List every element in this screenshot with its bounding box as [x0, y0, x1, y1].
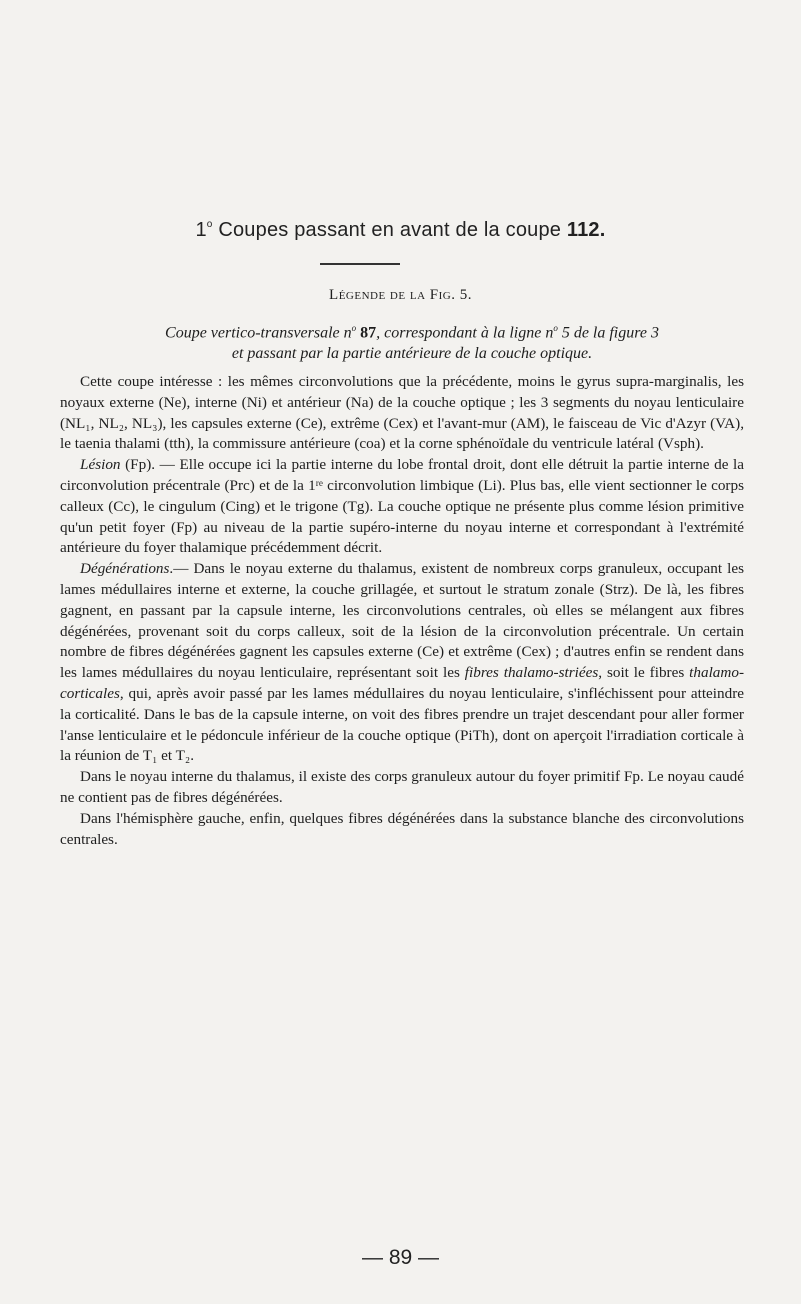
subtitle-number: 87: [360, 324, 377, 342]
subtitle-degree: o: [351, 323, 357, 333]
paragraph-degenerations: [60, 559, 744, 767]
degenerations-text: .— Dans le noyau externe du thalamus, existent de nombreux corps granuleux, occupant les lames médullaires interne et externe, la couche grillagée, et surtout le stratum zonale (Strz). De là, les fibres gagnent, en passant par la capsule interne, les circonvolutions centrales, où elles se mélangent aux fibres dégénérées, provenant soit du corps calleux, soit de la lésion de la circonvolution précentrale. Un certain nombre de fibres dégénérées gagnent les capsules externe (Ce) et extrême (Cex) ; d'autres enfin se rendent dans les lames médullaires du noyau lenticulaire, représentant soit les: [60, 560, 744, 682]
subtitle-degree: o: [553, 323, 558, 333]
heading-coupe-number: 112.: [566, 219, 606, 241]
paragraph-description: Cette coupe intéresse : les mêmes circonvolutions que la précédente, moins le gyrus supra-marginalis, les noyaux externe (Ne), interne (Ni) et antérieur (Na) de la couche optique ; les 3 segments du noyau lenticulaire (NL₁, NL₂, NL₃), les capsules externe (Ce), extrême (Cex) et l'avant-mur (AM), le faisceau de Vic d'Azyr (VA), le taenia thalami (tth), la commissure antérieure (coa) et la corne sphénoïdale du ventricule latéral (Vsph).: [60, 373, 744, 453]
heading-text: Coupes passant en avant de la coupe: [218, 219, 567, 241]
separator-rule: [320, 263, 400, 265]
subtitle-part: , correspondant à la ligne n: [376, 324, 554, 342]
page-number: — 89 —: [361, 1246, 440, 1269]
heading-number: 1: [195, 219, 207, 241]
heading-degree: o: [206, 219, 213, 230]
degenerations-text: , qui, après avoir passé par les lames médullaires du noyau lenticulaire, s'infléchissent pour atteindre la corticalité. Dans le bas de la capsule interne, on voit des fibres prendre un trajet descendant pour aller former l'anse lenticulaire et le pédoncule inférieur de la couche optique (PiTh), dont on aperçoit l'irradiation corticale à la réunion de T₁ et T₂.: [60, 684, 744, 765]
body-text: [60, 372, 744, 850]
lesion-text: (Fp). — Elle occupe ici la partie interne du lobe frontal droit, dont elle détruit la partie interne de la circonvolution précentrale (Prc) et de la 1ʳᵉ circonvolution limbique (Li). Plus bas, elle vient sectionner le corps calleux (Cc), le cingulum (Cing) et le trigone (Tg). La couche optique ne présente plus comme lésion primitive qu'un petit foyer (Fp) au niveau de la partie supéro-interne du noyau interne et correspondant à l'extrémité antérieure du foyer thalamique précédemment décrit.: [60, 456, 744, 557]
subtitle-part: Coupe vertico-transversale n: [165, 324, 352, 342]
degenerations-italic: thalamo-corticales: [60, 664, 745, 702]
figure-legend-title: Légende de la Fig. 5.: [329, 287, 472, 303]
paragraph-lesion: [60, 455, 744, 559]
paragraph-hemisphere: Dans l'hémisphère gauche, enfin, quelques fibres dégénérées dans la substance blanche des circonvolutions centrales.: [60, 809, 744, 848]
degenerations-text: , soit le fibres: [598, 664, 690, 682]
subtitle-line-2: et passant par la partie antérieure de la couche optique.: [231, 345, 593, 363]
section-heading: [0, 219, 801, 242]
degenerations-label: Dégénérations: [80, 560, 170, 578]
figure-subtitle: [62, 318, 762, 364]
paragraph-noyau-interne: Dans le noyau interne du thalamus, il existe des corps granuleux autour du foyer primitif Fp. Le noyau caudé ne contient pas de fibres dégénérées.: [60, 768, 744, 806]
degenerations-italic: fibres thalamo-striées: [464, 664, 599, 682]
subtitle-part: 5 de la figure 3: [557, 324, 659, 342]
lesion-label: Lésion: [80, 456, 121, 474]
